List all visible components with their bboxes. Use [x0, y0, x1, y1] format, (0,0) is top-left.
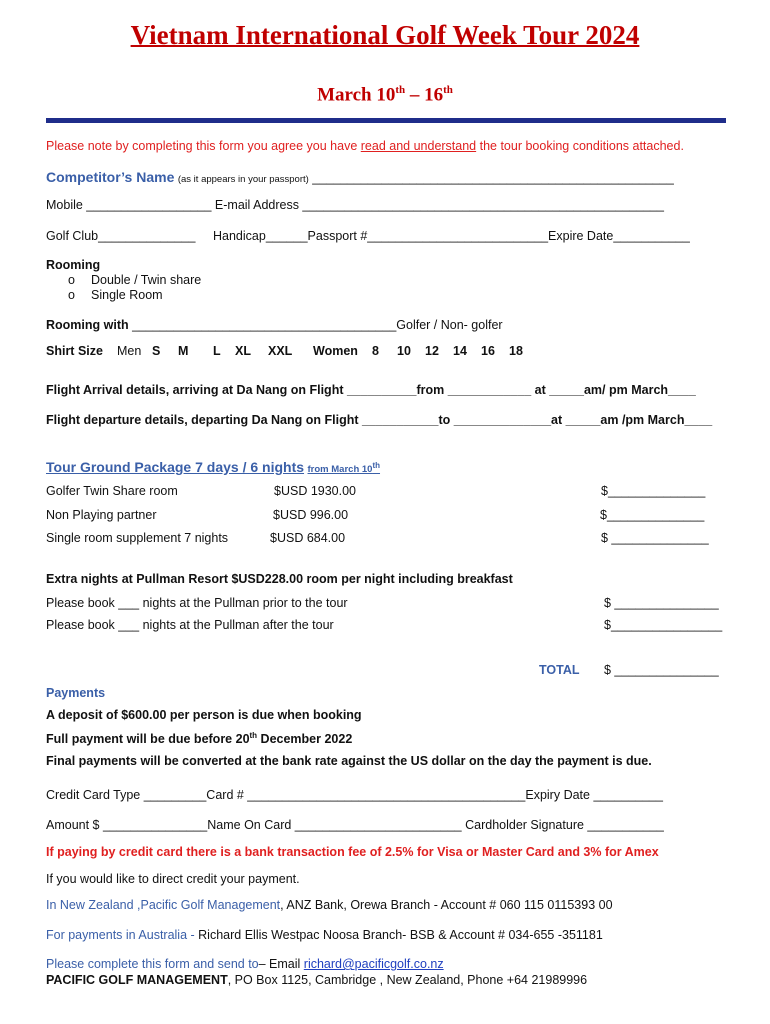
shirt-size-women-18[interactable]: 18 [509, 344, 523, 358]
total-amount[interactable]: $ _______________ [604, 663, 719, 677]
package-row-amount[interactable]: $ ______________ [601, 531, 709, 545]
package-row-label: Golfer Twin Share room [46, 484, 178, 498]
au-bank-details: For payments in Australia - Richard Ellis Westpac Noosa Branch- BSB & Account # 034-655 -351181 [46, 928, 603, 942]
send-to-line: Please complete this form and send to– Email richard@pacificgolf.co.nz [46, 957, 444, 971]
mobile-email-field[interactable]: Mobile __________________ E-mail Address ____________________________________________________ [46, 198, 664, 212]
extra-nights-prior-amount[interactable]: $ _______________ [604, 596, 719, 610]
competitor-name-field[interactable]: Competitor’s Name (as it appears in your passport) ____________________________________________________ [46, 169, 674, 185]
package-row-price: $USD 1930.00 [274, 484, 357, 498]
shirt-women-label: Women [313, 344, 358, 358]
package-heading: Tour Ground Package 7 days / 6 nights from March 10th [46, 459, 381, 475]
shirt-size-men-xxl[interactable]: XXL [268, 344, 293, 358]
document-title: Vietnam International Golf Week Tour 2024 [130, 20, 640, 50]
email-link[interactable]: richard@pacificgolf.co.nz [303, 957, 444, 971]
package-row-amount[interactable]: $______________ [601, 484, 706, 498]
shirt-size-women-10[interactable]: 10 [397, 344, 411, 358]
shirt-size-men-xl[interactable]: XL [235, 344, 251, 358]
flight-arrival-field[interactable]: Flight Arrival details, arriving at Da Nang on Flight __________from ____________ at _____am/ pm March____ [46, 383, 696, 397]
extra-nights-after-amount[interactable]: $________________ [604, 618, 723, 632]
total-label: TOTAL [539, 663, 580, 677]
shirt-size-women-14[interactable]: 14 [453, 344, 467, 358]
rooming-option-double-label: Double / Twin share [91, 273, 202, 287]
booking-notice: Please note by completing this form you agree you have read and understand the tour booking conditions attached. [46, 139, 684, 153]
nz-bank-details: In New Zealand ,Pacific Golf Management, ANZ Bank, Orewa Branch - Account # 060 115 0115393 00 [46, 898, 613, 912]
company-address: PACIFIC GOLF MANAGEMENT, PO Box 1125, Cambridge , New Zealand, Phone +64 21989996 [46, 973, 588, 987]
payments-heading: Payments [46, 686, 106, 700]
rooming-option-single[interactable]: o [68, 288, 75, 302]
full-payment-text: Full payment will be due before 20th December 2022 [46, 731, 353, 747]
golf-club-field[interactable]: Golf Club______________ [46, 229, 196, 243]
rooming-option-single-label: Single Room [91, 288, 163, 302]
package-row-label: Single room supplement 7 nights [46, 531, 229, 545]
direct-credit-text: If you would like to direct credit your payment. [46, 872, 300, 886]
rooming-option-double[interactable]: o [68, 273, 75, 287]
package-row-amount[interactable]: $______________ [600, 508, 705, 522]
deposit-text: A deposit of $600.00 per person is due when booking [46, 708, 362, 722]
amount-name-signature-field[interactable]: Amount $ _______________Name On Card ________________________ Cardholder Signature ___________ [46, 818, 664, 832]
extra-nights-prior-field[interactable]: Please book ___ nights at the Pullman prior to the tour [46, 596, 348, 610]
extra-nights-after-field[interactable]: Please book ___ nights at the Pullman after the tour [46, 618, 334, 632]
shirt-size-label: Shirt Size [46, 344, 103, 358]
rooming-with-field[interactable]: Rooming with ______________________________________Golfer / Non- golfer [46, 318, 503, 332]
package-row-price: $USD 684.00 [270, 531, 346, 545]
header-divider [46, 118, 726, 123]
shirt-size-women-16[interactable]: 16 [481, 344, 495, 358]
rooming-label: Rooming [46, 258, 101, 272]
shirt-size-men-m[interactable]: M [178, 344, 189, 358]
package-row-price: $USD 996.00 [273, 508, 349, 522]
conditions-link[interactable]: read and understand [360, 139, 477, 153]
tour-dates: March 10th – 16th [317, 84, 453, 106]
shirt-men-label: Men [117, 344, 142, 358]
shirt-size-women-12[interactable]: 12 [425, 344, 439, 358]
handicap-passport-field[interactable]: Handicap______Passport #__________________________Expire Date___________ [213, 229, 690, 243]
flight-departure-field[interactable]: Flight departure details, departing Da Nang on Flight ___________to ______________at _____am /pm March____ [46, 413, 713, 427]
shirt-size-women-8[interactable]: 8 [372, 344, 379, 358]
shirt-size-men-s[interactable]: S [152, 344, 161, 358]
shirt-size-men-l[interactable]: L [213, 344, 221, 358]
card-fee-note: If paying by credit card there is a bank transaction fee of 2.5% for Visa or Master Card and 3% for Amex [46, 845, 659, 859]
final-payment-text: Final payments will be converted at the bank rate against the US dollar on the day the payment is due. [46, 754, 652, 768]
credit-card-type-field[interactable]: Credit Card Type _________Card # ________________________________________Expiry Date __________ [46, 788, 663, 802]
package-row-label: Non Playing partner [46, 508, 157, 522]
extra-nights-heading: Extra nights at Pullman Resort $USD228.00 room per night including breakfast [46, 572, 513, 586]
